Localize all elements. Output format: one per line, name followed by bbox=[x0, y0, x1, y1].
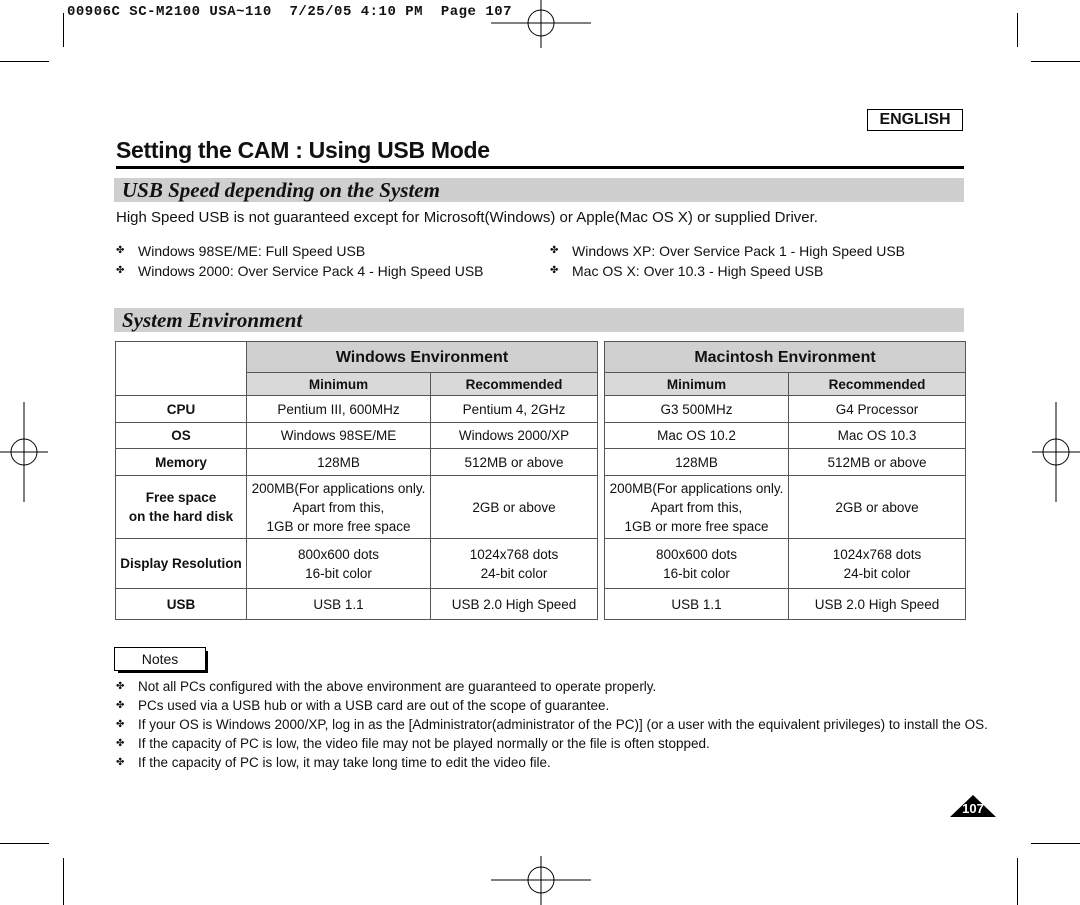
usb-speed-heading: USB Speed depending on the System bbox=[122, 178, 440, 202]
bullet-icon: ✤ bbox=[116, 245, 125, 256]
col-header-recommended: Recommended bbox=[789, 373, 966, 396]
bullet-icon: ✤ bbox=[116, 719, 125, 730]
row-label: Display Resolution bbox=[116, 539, 247, 589]
crop-mark bbox=[0, 843, 49, 844]
table-row bbox=[116, 396, 966, 423]
table-cell: 128MB bbox=[247, 449, 431, 476]
notes-label: Notes bbox=[114, 647, 206, 671]
system-environment-heading: System Environment bbox=[122, 308, 303, 332]
table-cell: 1024x768 dots 24-bit color bbox=[789, 539, 966, 589]
crop-mark bbox=[0, 61, 49, 62]
col-header-minimum: Minimum bbox=[247, 373, 431, 396]
table-cell: 2GB or above bbox=[789, 476, 966, 539]
page-badge-icon bbox=[950, 795, 996, 819]
windows-header: Windows Environment bbox=[247, 342, 598, 373]
page-title: Setting the CAM : Using USB Mode bbox=[116, 137, 490, 163]
system-environment-heading-bar bbox=[114, 308, 964, 332]
table-cell: Windows 2000/XP bbox=[431, 423, 598, 449]
print-slug: 00906C SC-M2100 USA~110 7/25/05 4:10 PM Page 107 bbox=[67, 4, 513, 20]
registration-mark-left bbox=[0, 402, 48, 502]
crop-mark bbox=[1017, 858, 1018, 905]
registration-mark-top bbox=[491, 0, 591, 48]
list-item: ✤ Windows 2000: Over Service Pack 4 - High Speed USB bbox=[116, 263, 484, 279]
table-row bbox=[116, 539, 966, 589]
bullet-icon: ✤ bbox=[116, 681, 125, 692]
usb-list-left bbox=[116, 241, 484, 281]
registration-mark-right bbox=[1032, 402, 1080, 502]
crop-mark bbox=[63, 858, 64, 905]
list-item: ✤ Mac OS X: Over 10.3 - High Speed USB bbox=[550, 263, 824, 279]
table-cell: Mac OS 10.3 bbox=[789, 423, 966, 449]
row-label: USB bbox=[116, 589, 247, 620]
bullet-icon: ✤ bbox=[116, 757, 125, 768]
mac-header: Macintosh Environment bbox=[605, 342, 966, 373]
table-cell: 128MB bbox=[605, 449, 789, 476]
usb-intro-text: High Speed USB is not guaranteed except for Microsoft(Windows) or Apple(Mac OS X) or supplied Driver. bbox=[116, 209, 818, 226]
table-cell: 800x600 dots 16-bit color bbox=[247, 539, 431, 589]
notes-list bbox=[116, 677, 988, 772]
crop-mark bbox=[1031, 61, 1080, 62]
table-cell: 512MB or above bbox=[431, 449, 598, 476]
page-number: 107 bbox=[962, 801, 984, 816]
table-cell: USB 1.1 bbox=[247, 589, 431, 620]
table-cell: USB 1.1 bbox=[605, 589, 789, 620]
table-cell: 1024x768 dots 24-bit color bbox=[431, 539, 598, 589]
table-cell: 200MB(For applications only. Apart from this, 1GB or more free space bbox=[247, 476, 431, 539]
table-cell: Pentium 4, 2GHz bbox=[431, 396, 598, 423]
row-label: CPU bbox=[116, 396, 247, 423]
table-corner bbox=[116, 342, 247, 396]
usb-list-right bbox=[550, 241, 905, 281]
row-label: Memory bbox=[116, 449, 247, 476]
list-item: ✤ If your OS is Windows 2000/XP, log in as the [Administrator(administrator of the PC)] (or a user with the equivalent privileges) to install the OS. bbox=[116, 717, 988, 732]
page-number-badge bbox=[950, 795, 996, 824]
table-cell: 2GB or above bbox=[431, 476, 598, 539]
table-row bbox=[116, 589, 966, 620]
table-row bbox=[116, 449, 966, 476]
table-cell: 200MB(For applications only. Apart from this, 1GB or more free space bbox=[605, 476, 789, 539]
row-label: OS bbox=[116, 423, 247, 449]
list-item: ✤ PCs used via a USB hub or with a USB card are out of the scope of guarantee. bbox=[116, 698, 610, 713]
crop-mark bbox=[1017, 13, 1018, 47]
crop-mark bbox=[1031, 843, 1080, 844]
list-item: ✤ Windows XP: Over Service Pack 1 - High Speed USB bbox=[550, 243, 906, 259]
table-cell: Pentium III, 600MHz bbox=[247, 396, 431, 423]
col-header-recommended: Recommended bbox=[431, 373, 598, 396]
usb-speed-heading-bar bbox=[114, 178, 964, 202]
list-item: ✤ If the capacity of PC is low, it may take long time to edit the video file. bbox=[116, 755, 551, 770]
system-environment-table bbox=[115, 341, 966, 620]
crop-mark bbox=[63, 13, 64, 47]
table-gap bbox=[598, 342, 605, 620]
table-cell: USB 2.0 High Speed bbox=[789, 589, 966, 620]
list-item: ✤ Windows 98SE/ME: Full Speed USB bbox=[116, 243, 366, 259]
table-cell: G4 Processor bbox=[789, 396, 966, 423]
col-header-minimum: Minimum bbox=[605, 373, 789, 396]
list-item: ✤ If the capacity of PC is low, the video file may not be played normally or the file is often stopped. bbox=[116, 736, 710, 751]
table-cell: USB 2.0 High Speed bbox=[431, 589, 598, 620]
table-cell: Mac OS 10.2 bbox=[605, 423, 789, 449]
table-row bbox=[116, 423, 966, 449]
table-cell: 512MB or above bbox=[789, 449, 966, 476]
table-row bbox=[116, 476, 966, 539]
table-cell: 800x600 dots 16-bit color bbox=[605, 539, 789, 589]
bullet-icon: ✤ bbox=[116, 700, 125, 711]
bullet-icon: ✤ bbox=[116, 265, 125, 276]
language-tab: ENGLISH bbox=[867, 109, 963, 131]
bullet-icon: ✤ bbox=[550, 265, 559, 276]
row-label: Free space on the hard disk bbox=[116, 476, 247, 539]
table-cell: G3 500MHz bbox=[605, 396, 789, 423]
bullet-icon: ✤ bbox=[550, 245, 559, 256]
list-item: ✤ Not all PCs configured with the above environment are guaranteed to operate properly. bbox=[116, 679, 657, 694]
table-cell: Windows 98SE/ME bbox=[247, 423, 431, 449]
registration-mark-bottom bbox=[491, 856, 591, 905]
title-rule bbox=[116, 166, 964, 169]
bullet-icon: ✤ bbox=[116, 738, 125, 749]
